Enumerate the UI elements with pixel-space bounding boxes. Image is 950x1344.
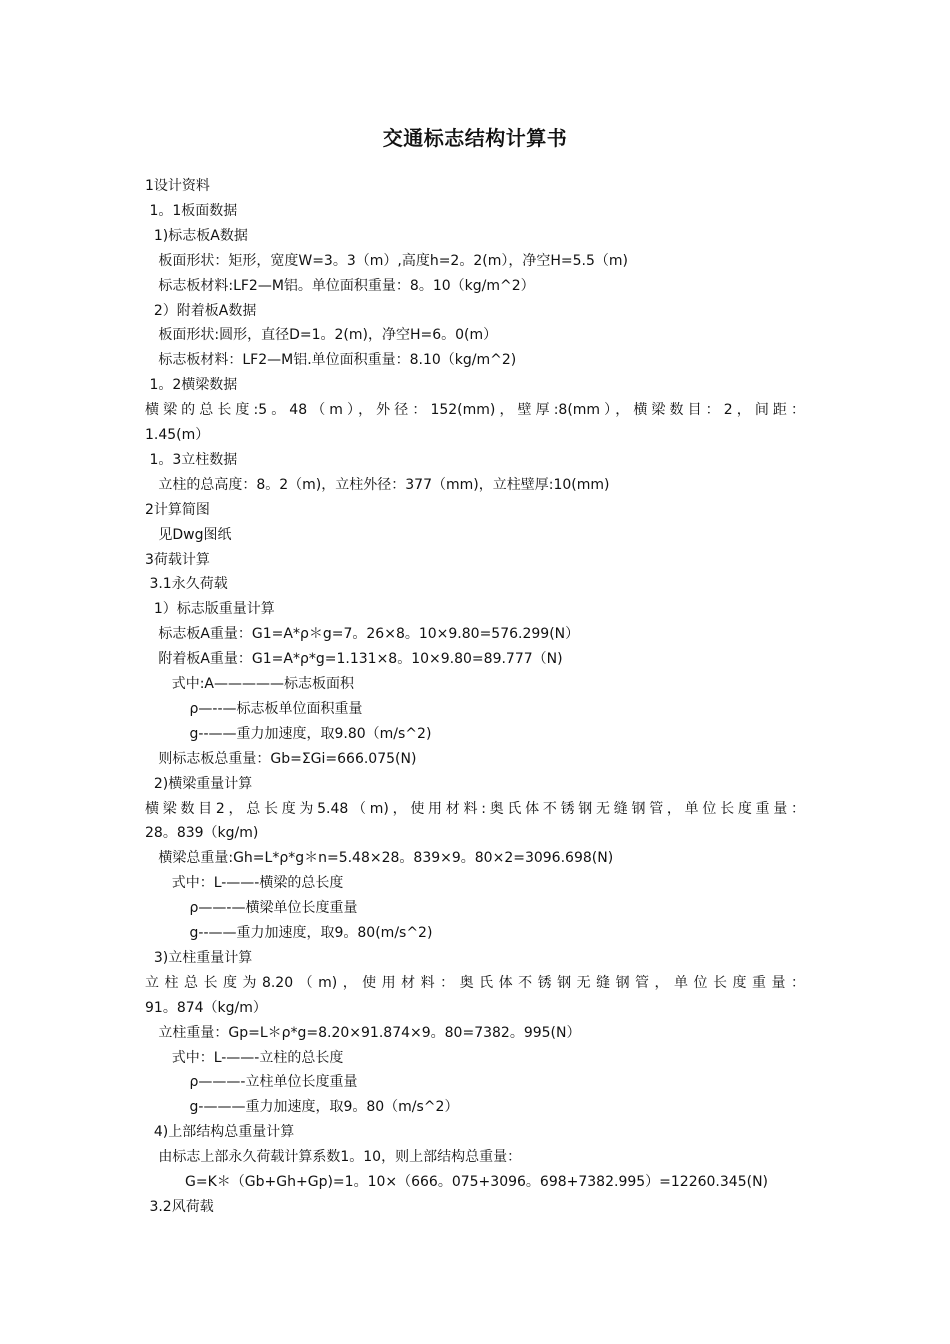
body-line: 2）附着板A数据 bbox=[145, 302, 257, 319]
body-line: 附着板A重量：G1=A*ρ*g=1.131×8。10×9.80=89.777（N) bbox=[145, 651, 563, 668]
body-line: 1。1板面数据 bbox=[145, 202, 238, 219]
body-line: 3)立柱重量计算 bbox=[145, 949, 253, 966]
body-line: g--——重力加速度，取9。80(m/s^2) bbox=[145, 925, 433, 941]
body-line: 4)上部结构总重量计算 bbox=[145, 1124, 295, 1141]
body-line: 横梁数目2，总长度为5.48（m)，使用材料:奥氏体不锈钢无缝钢管，单位长度重量： bbox=[145, 800, 805, 817]
body-line: 91。874（kg/m） bbox=[145, 999, 267, 1016]
body-line: 由标志上部永久荷载计算系数1。10，则上部结构总重量： bbox=[145, 1149, 522, 1166]
body-line: G=K＊（Gb+Gh+Gp)=1。10×（666。075+3096。698+7382.995）=12260.345(N) bbox=[145, 1174, 768, 1190]
body-line: 横梁总重量:Gh=L*ρ*g＊n=5.48×28。839×9。80×2=3096.698(N) bbox=[145, 850, 614, 867]
body-line: g--——重力加速度，取9.80（m/s^2) bbox=[145, 725, 432, 742]
body-line: 则标志板总重量：Gb=ΣGi=666.075(N) bbox=[145, 750, 417, 767]
body-line: 式中：L-——-横梁的总长度 bbox=[145, 875, 344, 892]
body-line: 板面形状：矩形，宽度W=3。3（m）,高度h=2。2(m），净空H=5.5（m) bbox=[145, 252, 628, 269]
body-line: 立柱的总高度：8。2（m)，立柱外径：377（mm)，立柱壁厚:10(mm) bbox=[145, 476, 610, 493]
body-line: 标志板A重量：G1=A*ρ＊g=7。26×8。10×9.80=576.299(N） bbox=[145, 626, 580, 643]
body-line: g-———重力加速度，取9。80（m/s^2） bbox=[145, 1099, 459, 1116]
body-line: ρ—--—标志板单位面积重量 bbox=[145, 700, 363, 717]
body-line: 3.2风荷载 bbox=[145, 1198, 214, 1215]
body-line: 式中：L-——-立柱的总长度 bbox=[145, 1049, 344, 1066]
document-title: 交通标志结构计算书 bbox=[382, 126, 568, 150]
body-line: 1）标志版重量计算 bbox=[145, 601, 275, 618]
body-line: 28。839（kg/m) bbox=[145, 825, 259, 842]
body-line: 3荷载计算 bbox=[145, 551, 210, 568]
body-line: 1.45(m） bbox=[145, 427, 210, 443]
body-line: 2)横梁重量计算 bbox=[145, 775, 253, 792]
body-line: 标志板材料：LF2—M铝.单位面积重量：8.10（kg/m^2) bbox=[145, 352, 517, 369]
body-line: 立柱总长度为8.20（m)，使用材料：奥氏体不锈钢无缝钢管，单位长度重量： bbox=[145, 974, 805, 991]
body-line: 2计算简图 bbox=[145, 501, 210, 518]
body-line: 1)标志板A数据 bbox=[145, 227, 248, 244]
body-line: 立柱重量：Gp=L＊ρ*g=8.20×91.874×9。80=7382。995(N） bbox=[145, 1024, 581, 1041]
body-line: ρ——-—横梁单位长度重量 bbox=[145, 900, 358, 917]
body-line: 1。2横梁数据 bbox=[145, 377, 238, 394]
body-line: 见Dwg图纸 bbox=[145, 526, 232, 543]
body-line: 3.1永久荷载 bbox=[145, 576, 228, 593]
body-line: ρ———-立柱单位长度重量 bbox=[145, 1074, 358, 1091]
body-line: 1设计资料 bbox=[145, 178, 210, 194]
body-line: 板面形状:圆形，直径D=1。2(m)，净空H=6。0(m） bbox=[145, 327, 498, 344]
body-line: 式中:A—————标志板面积 bbox=[145, 676, 354, 692]
body-line: 标志板材料:LF2—M铝。单位面积重量：8。10（kg/m^2） bbox=[145, 277, 535, 294]
body-line: 1。3立柱数据 bbox=[145, 451, 238, 468]
body-line: 横梁的总长度:5。48（m），外径：152(mm)，壁厚:8(mm），横梁数目：2，间距： bbox=[145, 402, 805, 419]
